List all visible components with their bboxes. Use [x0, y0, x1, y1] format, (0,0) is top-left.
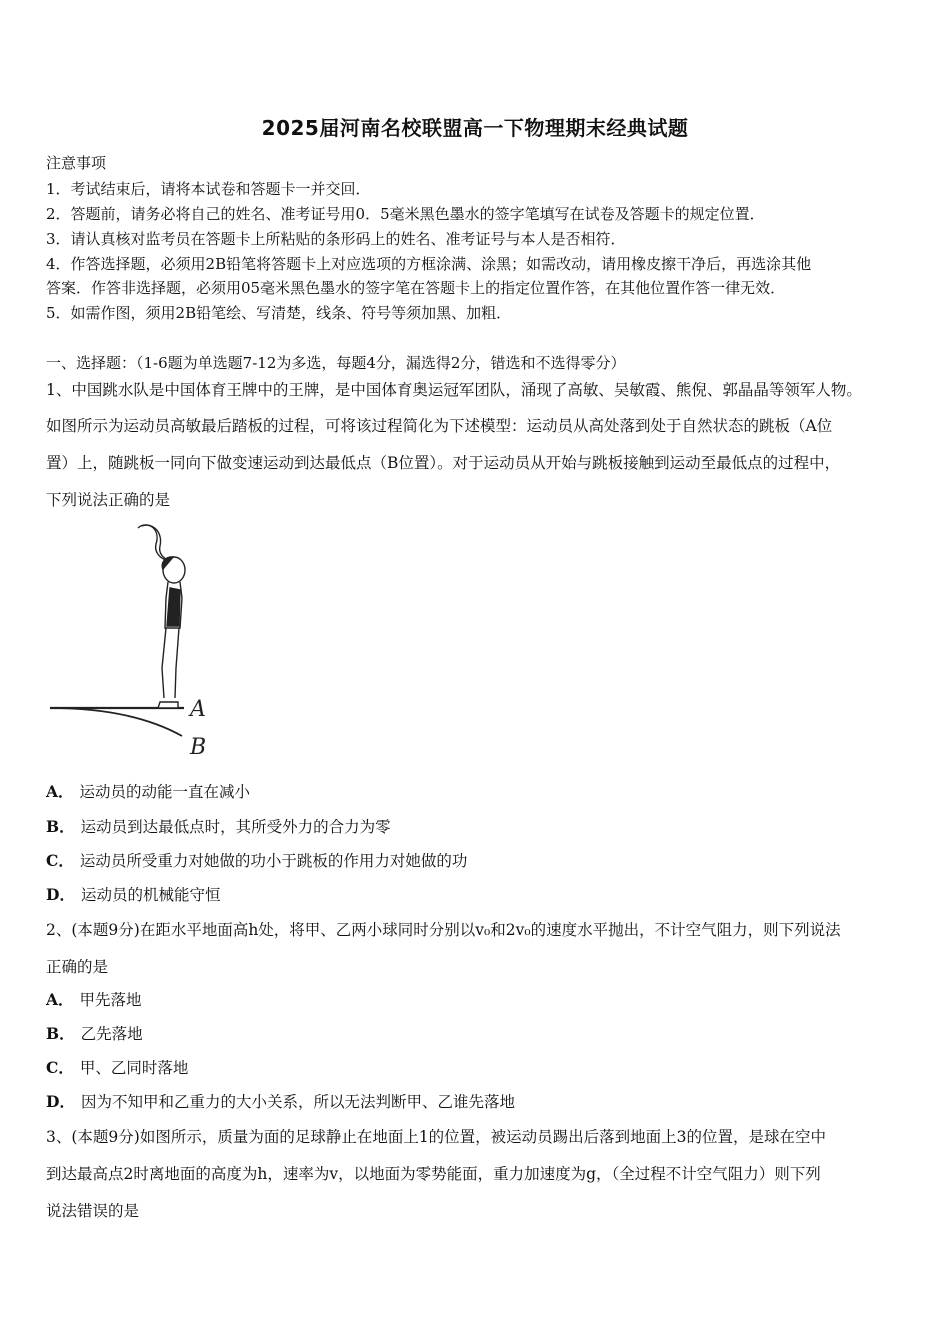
- diver-silhouette: [138, 525, 185, 708]
- section-heading: 一、选择题：（1-6题为单选题7-12为多选，每题4分，漏选得2分，错选和不选得零分）: [46, 354, 626, 372]
- notice-item: 答案．作答非选择题，必须用05毫米黑色墨水的签字笔在答题卡上的指定位置作答，在其他位置作答一律无效．: [46, 279, 786, 297]
- question-2-text: 正确的是: [46, 958, 109, 976]
- notice-heading: 注意事项: [46, 154, 107, 172]
- option-a: A． 运动员的动能一直在减小: [46, 782, 251, 801]
- label-b: B: [190, 735, 207, 760]
- question-1-text: 置）上，随跳板一同向下做变速运动到达最低点（B位置）。对于运动员从开始与跳板接触到运动至最低点的过程中，: [46, 454, 841, 472]
- option-c: C． 运动员所受重力对她做的功小于跳板的作用力对她做的功: [46, 851, 468, 870]
- diver-figure: [42, 518, 232, 766]
- option-b: B． 运动员到达最低点时，其所受外力的合力为零: [46, 817, 391, 836]
- notice-item: 4．作答选择题，必须用2B铅笔将答题卡上对应选项的方框涂满、涂黑；如需改动，请用橡皮擦干净后，再选涂其他: [46, 255, 812, 273]
- board-line-b: [50, 708, 182, 736]
- option-d: D． 运动员的机械能守恒: [46, 885, 221, 904]
- question-3-text: 说法错误的是: [46, 1202, 140, 1220]
- question-1-text: 如图所示为运动员高敏最后踏板的过程，可将该过程简化为下述模型：运动员从高处落到处于自然状态的跳板（A位: [46, 417, 833, 435]
- option-b: B． 乙先落地: [46, 1024, 143, 1043]
- option-a: A． 甲先落地: [46, 990, 142, 1009]
- question-3-text: 3、(本题9分)如图所示，质量为面的足球静止在地面上1的位置，被运动员踢出后落到地面上3的位置，是球在空中: [46, 1128, 827, 1146]
- notice-item: 3．请认真核对监考员在答题卡上所粘贴的条形码上的姓名、准考证号与本人是否相符．: [46, 230, 626, 248]
- page-title: 2025届河南名校联盟高一下物理期末经典试题: [261, 116, 689, 140]
- option-c: C． 甲、乙同时落地: [46, 1058, 189, 1077]
- notice-item: 5．如需作图，须用2B铅笔绘、写清楚，线条、符号等须加黑、加粗．: [46, 304, 512, 322]
- question-2-text: 2、(本题9分)在距水平地面高h处，将甲、乙两小球同时分别以v₀和2v₀的速度水平抛出，不计空气阻力，则下列说法: [46, 921, 841, 939]
- question-3-text: 到达最高点2时离地面的高度为h，速率为v，以地面为零势能面，重力加速度为g，（全过程不计空气阻力）则下列: [46, 1165, 821, 1183]
- question-1-text: 下列说法正确的是: [46, 491, 171, 509]
- notice-item: 1．考试结束后，请将本试卷和答题卡一并交回．: [46, 180, 371, 198]
- notice-item: 2．答题前，请务必将自己的姓名、准考证号用0．5毫米黑色墨水的签字笔填写在试卷及答题卡的规定位置．: [46, 205, 765, 223]
- option-d: D． 因为不知甲和乙重力的大小关系，所以无法判断甲、乙谁先落地: [46, 1092, 515, 1111]
- label-a: A: [190, 697, 206, 722]
- question-1-text: 1、中国跳水队是中国体育王牌中的王牌，是中国体育奥运冠军团队，涌现了高敏、吴敏霞、熊倪、郭晶晶等领军人物。: [46, 381, 862, 399]
